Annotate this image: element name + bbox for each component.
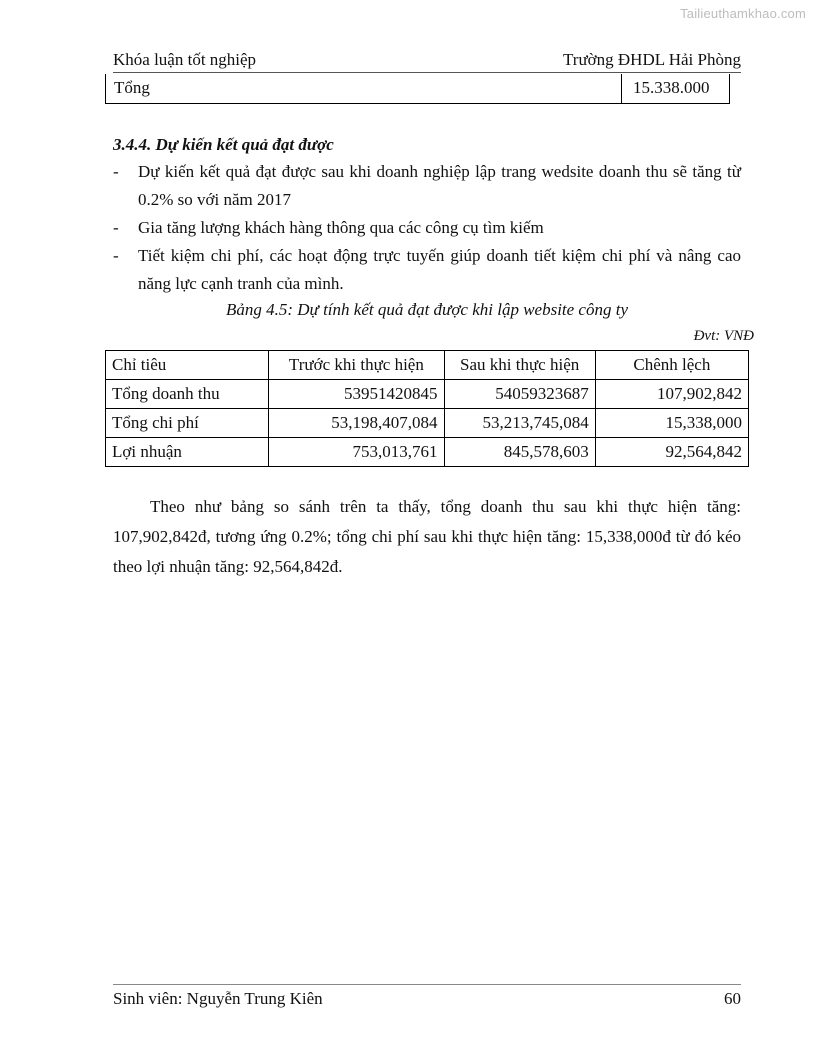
header-university: Trường ĐHDL Hải Phòng (563, 50, 741, 69)
table-header-row (106, 351, 749, 380)
column-header: Chỉ tiêu (106, 351, 269, 380)
table-cell: 15,338,000 (595, 409, 748, 438)
list-item (113, 158, 741, 214)
bullet-dash: - (113, 218, 119, 237)
watermark: Tailieuthamkhao.com (680, 6, 806, 21)
previous-table-total-row (105, 74, 730, 104)
row-label: Tổng chi phí (106, 409, 269, 438)
column-header: Sau khi thực hiện (444, 351, 595, 380)
table-row (106, 438, 749, 467)
bullet-text: Tiết kiệm chi phí, các hoạt động trực tuyến giúp doanh tiết kiệm chi phí và nâng cao năng lực cạnh tranh của mình. (138, 246, 741, 293)
table-cell: 53,198,407,084 (269, 409, 444, 438)
results-table (105, 350, 749, 467)
page-number: 60 (724, 989, 741, 1008)
row-label: Lợi nhuận (106, 438, 269, 467)
table-unit: Đvt: VNĐ (693, 328, 754, 344)
page-header (113, 48, 741, 73)
footer-student-name: Sinh viên: Nguyễn Trung Kiên (113, 989, 323, 1008)
column-header: Trước khi thực hiện (269, 351, 444, 380)
table-caption: Bảng 4.5: Dự tính kết quả đạt được khi lập website công ty (225, 300, 628, 319)
bullet-text: Dự kiến kết quả đạt được sau khi doanh nghiệp lập trang wedsite doanh thu sẽ tăng từ 0.2% so với năm 2017 (138, 162, 741, 209)
table-cell: 845,578,603 (444, 438, 595, 467)
bullet-text: Gia tăng lượng khách hàng thông qua các công cụ tìm kiếm (138, 218, 544, 237)
total-label: Tổng (114, 78, 150, 97)
list-item (113, 242, 741, 298)
body-paragraph: Theo như bảng so sánh trên ta thấy, tổng doanh thu sau khi thực hiện tăng: 107,902,842đ, tương ứng 0.2%; tổng chi phí sau khi thực hiện tăng: 15,338,000đ từ đó kéo theo lợi nhuận tăng: 92,564,842đ. (113, 497, 741, 576)
section-heading: 3.4.4. Dự kiến kết quả đạt được (113, 135, 334, 154)
row-label: Tổng doanh thu (106, 380, 269, 409)
bullet-list (113, 158, 741, 298)
table-cell: 753,013,761 (269, 438, 444, 467)
total-value: 15.338.000 (633, 78, 710, 97)
table-cell: 53,213,745,084 (444, 409, 595, 438)
bullet-dash: - (113, 162, 119, 181)
table-row (106, 380, 749, 409)
list-item (113, 214, 741, 242)
table-row (106, 409, 749, 438)
column-header: Chênh lệch (595, 351, 748, 380)
table-cell: 107,902,842 (595, 380, 748, 409)
table-cell: 92,564,842 (595, 438, 748, 467)
total-cell-divider (621, 74, 622, 103)
page-footer (113, 984, 741, 1008)
header-thesis-title: Khóa luận tốt nghiệp (113, 50, 257, 69)
table-cell: 54059323687 (444, 380, 595, 409)
bullet-dash: - (113, 246, 119, 265)
table-cell: 53951420845 (269, 380, 444, 409)
